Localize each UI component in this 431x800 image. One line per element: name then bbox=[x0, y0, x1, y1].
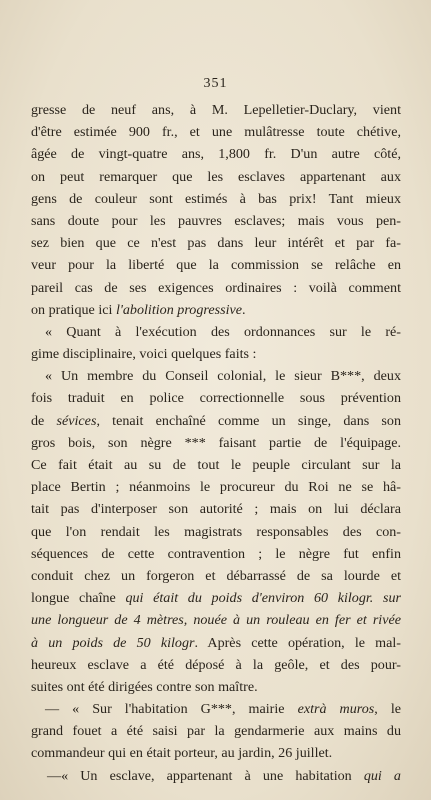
text-line bbox=[31, 299, 401, 321]
text-line bbox=[31, 454, 401, 476]
text-segment: âgée de vingt-quatre ans, 1,800 fr. D'un autre côté, bbox=[31, 146, 401, 163]
italic-text: l'abolition progressive bbox=[115, 301, 243, 318]
text-line bbox=[31, 632, 401, 654]
text-segment: pareil cas de ses exigences ordinaires : voilà comment bbox=[31, 279, 401, 296]
text-segment: « Un membre du Conseil colonial, le sieur B***, deux bbox=[45, 368, 401, 385]
text-line bbox=[31, 742, 401, 764]
body-text bbox=[31, 99, 401, 787]
text-line bbox=[31, 432, 401, 454]
text-line bbox=[31, 498, 401, 520]
text-segment: longue chaîne bbox=[31, 590, 126, 607]
italic-text: qui a bbox=[363, 767, 401, 784]
text-line bbox=[31, 121, 401, 143]
text-line bbox=[31, 321, 401, 343]
text-segment: Ce fait était au su de tout le peuple circulant sur la bbox=[31, 457, 401, 473]
text-segment: que l'on rendait les magistrats responsables des con- bbox=[31, 523, 401, 540]
text-segment: . bbox=[242, 301, 246, 318]
text-line bbox=[31, 609, 401, 631]
text-segment: gens de couleur sont estimés à bas prix! Tant mieux bbox=[31, 190, 401, 207]
text-segment: grand fouet a été saisi par la gendarmerie aux mains du bbox=[31, 723, 401, 740]
text-line bbox=[31, 676, 401, 698]
text-segment: heureux esclave a été déposé à la geôle, et des pour- bbox=[31, 656, 401, 673]
text-segment: de bbox=[31, 412, 57, 429]
text-line bbox=[31, 387, 401, 409]
text-line bbox=[31, 543, 401, 565]
text-line bbox=[31, 277, 401, 299]
text-segment: on peut remarquer que les esclaves appartenant aux bbox=[31, 168, 401, 185]
text-line bbox=[31, 99, 401, 121]
text-segment: suites ont été dirigées contre son maître. bbox=[31, 678, 258, 695]
text-segment: sans doute pour les pauvres esclaves; mais vous pen- bbox=[31, 212, 401, 229]
text-segment: « Quant à l'exécution des ordonnances sur le ré- bbox=[45, 323, 401, 340]
text-line bbox=[31, 587, 401, 609]
text-line bbox=[31, 166, 401, 188]
text-line bbox=[31, 143, 401, 165]
text-line bbox=[31, 521, 401, 543]
text-line bbox=[31, 654, 401, 676]
text-segment: — « Sur l'habitation G***, mairie bbox=[45, 701, 298, 718]
italic-text: extrà muros bbox=[297, 701, 375, 718]
text-segment: conduit chez un forgeron et débarrassé de sa lourde et bbox=[31, 567, 401, 584]
text-segment: on pratique ici bbox=[31, 301, 116, 318]
text-segment: , le bbox=[374, 701, 401, 718]
text-segment: séquences de cette contravention ; le nègre fut enfin bbox=[31, 545, 401, 562]
text-segment: gresse de neuf ans, à M. Lepelletier-Duclary, vient bbox=[31, 102, 401, 118]
page-number: 351 bbox=[203, 76, 228, 91]
italic-text: sévices bbox=[56, 412, 97, 429]
text-line bbox=[31, 565, 401, 587]
text-segment: —« Un esclave, appartenant à une habitation bbox=[47, 767, 364, 784]
text-segment: place Bertin ; néanmoins le procureur du Roi ne se hâ- bbox=[31, 479, 401, 496]
text-segment: tait pas d'interposer son autorité ; mais on lui déclara bbox=[31, 501, 401, 518]
text-segment: veur pour la liberté que la commission se relâche en bbox=[31, 257, 401, 274]
text-segment: d'être estimée 900 fr., et une mulâtresse toute chétive, bbox=[31, 124, 401, 141]
text-line bbox=[31, 188, 401, 210]
text-line bbox=[31, 476, 401, 498]
text-line bbox=[31, 410, 401, 432]
italic-text: une longueur de 4 mètres, nouée à un rouleau en fer et rivée bbox=[31, 612, 401, 629]
text-segment: sez bien que ce n'est pas dans leur intérêt et par fa- bbox=[31, 235, 401, 252]
text-line bbox=[31, 210, 401, 232]
text-segment: gime disciplinaire, voici quelques faits : bbox=[31, 346, 257, 363]
text-line bbox=[31, 343, 401, 365]
text-segment: fois traduit en police correctionnelle sous prévention bbox=[31, 390, 401, 407]
text-line bbox=[31, 765, 401, 787]
italic-text: qui était du poids d'environ 60 kilogr. sur bbox=[125, 590, 401, 607]
text-line bbox=[31, 254, 401, 276]
text-segment: gros bois, son nègre *** faisant partie de l'équipage. bbox=[31, 434, 401, 451]
italic-text: à un poids de 50 kilogr bbox=[31, 634, 195, 651]
text-line bbox=[31, 232, 401, 254]
text-line bbox=[31, 365, 401, 387]
text-line bbox=[31, 720, 401, 742]
text-line bbox=[31, 698, 401, 720]
text-segment: commandeur qui en était porteur, au jardin, 26 juillet. bbox=[31, 745, 333, 762]
text-segment: . Après cette opération, le mal- bbox=[194, 634, 401, 651]
text-segment: , tenait enchaîné comme un singe, dans son bbox=[96, 412, 401, 429]
